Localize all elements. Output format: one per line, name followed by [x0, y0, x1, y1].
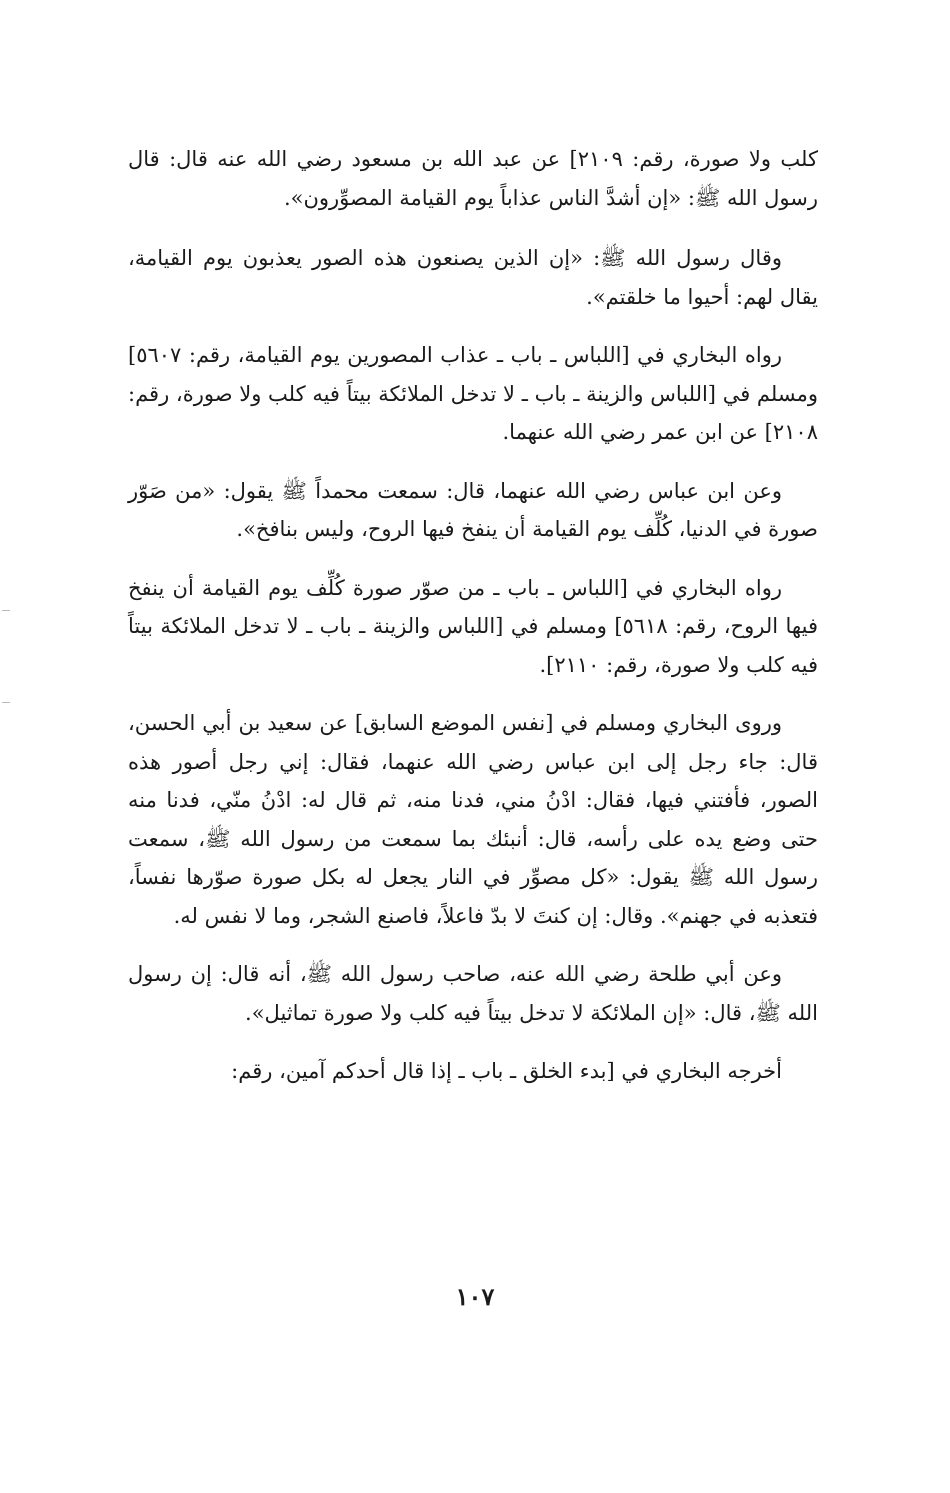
- paragraph-continuation: كلب ولا صورة، رقم: ٢١٠٩] عن عبد الله بن مسعود رضي الله عنه قال: قال رسول الله ﷺ: «إن أشدَّ الناس عذاباً يوم القيامة المصوِّرون».: [128, 147, 818, 210]
- paragraph-citation: رواه البخاري في [اللباس ـ باب ـ عذاب المصورين يوم القيامة، رقم: ٥٦٠٧] ومسلم في [اللباس والزينة ـ باب ـ لا تدخل الملائكة بيتاً فيه كلب ولا صورة، رقم: ٢١٠٨] عن ابن عمر رضي الله عنهما.: [128, 343, 818, 444]
- edge-mark: [2, 702, 10, 703]
- edge-mark: [2, 610, 10, 611]
- paragraph-narration: وروى البخاري ومسلم في [نفس الموضع السابق] عن سعيد بن أبي الحسن، قال: جاء رجل إلى ابن عباس رضي الله عنهما، فقال: إني رجل أصور هذه الصور، فأفتني فيها، فقال: ادْنُ مني، فدنا منه، ثم قال له: ادْنُ منّي، فدنا منه حتى وضع يده على رأسه، قال: أنبئك بما سمعت من رسول الله ﷺ، سمعت رسول الله ﷺ يقول: «كل مصوِّر في النار يجعل له بكل صورة صوّرها نفساً، فتعذبه في جهنم». وقال: إن كنتَ لا بدّ فاعلاً، فاصنع الشجر، وما لا نفس له.: [128, 711, 818, 928]
- page-body: [128, 140, 818, 1111]
- paragraph-hadith: وقال رسول الله ﷺ: «إن الذين يصنعون هذه الصور يعذبون يوم القيامة، يقال لهم: أحيوا ما خلقتم».: [128, 246, 818, 309]
- paragraph-hadith: وعن ابن عباس رضي الله عنهما، قال: سمعت محمداً ﷺ يقول: «من صَوّر صورة في الدنيا، كُلِّف يوم القيامة أن ينفخ فيها الروح، وليس بنافخ».: [128, 478, 818, 541]
- paragraph-citation: أخرجه البخاري في [بدء الخلق ـ باب ـ إذا قال أحدكم آمين، رقم:: [231, 1059, 782, 1083]
- paragraph-hadith: وعن أبي طلحة رضي الله عنه، صاحب رسول الله ﷺ، أنه قال: إن رسول الله ﷺ، قال: «إن الملائكة لا تدخل بيتاً فيه كلب ولا صورة تماثيل».: [128, 962, 818, 1025]
- paragraph-citation: رواه البخاري في [اللباس ـ باب ـ من صوّر صورة كُلِّف يوم القيامة أن ينفخ فيها الروح، رقم: ٥٦١٨] ومسلم في [اللباس والزينة ـ باب ـ لا تدخل الملائكة بيتاً فيه كلب ولا صورة، رقم: ٢١١٠].: [128, 575, 818, 677]
- page-number: ١٠٧: [455, 1282, 495, 1311]
